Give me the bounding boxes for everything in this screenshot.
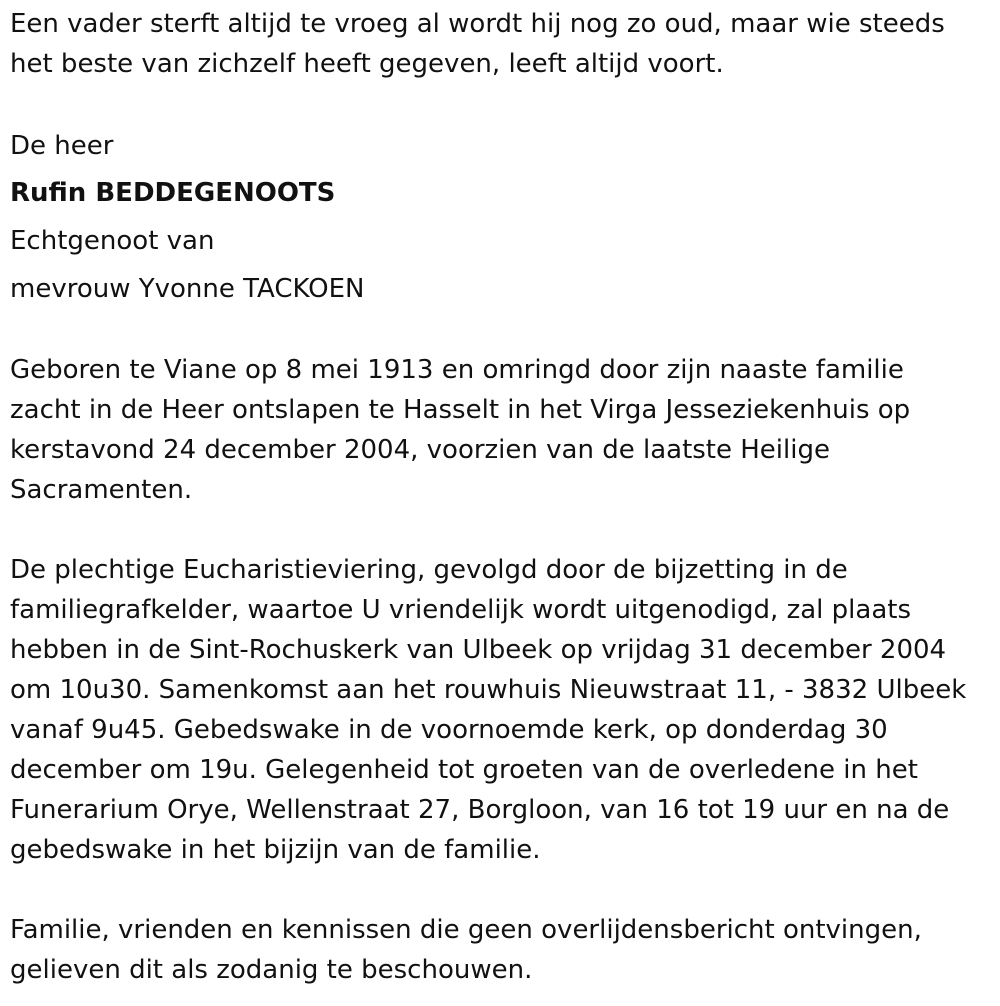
intro-line: het beste van zichzelf heeft gegeven, leeft altijd voort. xyxy=(10,49,724,79)
born-line: Sacramenten. xyxy=(10,475,193,505)
title-prefix: De heer xyxy=(10,131,114,161)
ceremony-line: gebedswake in het bijzijn van de familie. xyxy=(10,835,541,865)
ceremony-line: hebben in de Sint-Rochuskerk van Ulbeek op vrijdag 31 december 2004 xyxy=(10,635,947,665)
deceased-name: Rufin BEDDEGENOOTS xyxy=(10,178,336,208)
ceremony-line: om 10u30. Samenkomst aan het rouwhuis Nieuwstraat 11, - 3832 Ulbeek xyxy=(10,675,967,705)
ceremony-line: december om 19u. Gelegenheid tot groeten van de overledene in het xyxy=(10,755,918,785)
born-line: kerstavond 24 december 2004, voorzien van de laatste Heilige xyxy=(10,435,830,465)
born-line: Geboren te Viane op 8 mei 1913 en omringd door zijn naaste familie xyxy=(10,355,904,385)
ceremony-paragraph xyxy=(10,550,966,870)
intro-paragraph xyxy=(10,4,945,84)
spouse-name: mevrouw Yvonne TACKOEN xyxy=(10,274,365,304)
spouse-label: Echtgenoot van xyxy=(10,226,215,256)
ceremony-line: De plechtige Eucharistieviering, gevolgd door de bijzetting in de xyxy=(10,555,848,585)
born-paragraph xyxy=(10,350,910,510)
born-line: zacht in de Heer ontslapen te Hasselt in het Virga Jesseziekenhuis op xyxy=(10,395,911,425)
closing-line: Familie, vrienden en kennissen die geen overlijdensbericht ontvingen, xyxy=(10,915,922,945)
closing-paragraph xyxy=(10,910,922,990)
ceremony-line: vanaf 9u45. Gebedswake in de voornoemde kerk, op donderdag 30 xyxy=(10,715,888,745)
intro-line: Een vader sterft altijd te vroeg al wordt hij nog zo oud, maar wie steeds xyxy=(10,9,945,39)
ceremony-line: Funerarium Orye, Wellenstraat 27, Borgloon, van 16 tot 19 uur en na de xyxy=(10,795,950,825)
ceremony-line: familiegrafkelder, waartoe U vriendelijk wordt uitgenodigd, zal plaats xyxy=(10,595,911,625)
closing-line: gelieven dit als zodanig te beschouwen. xyxy=(10,955,533,985)
